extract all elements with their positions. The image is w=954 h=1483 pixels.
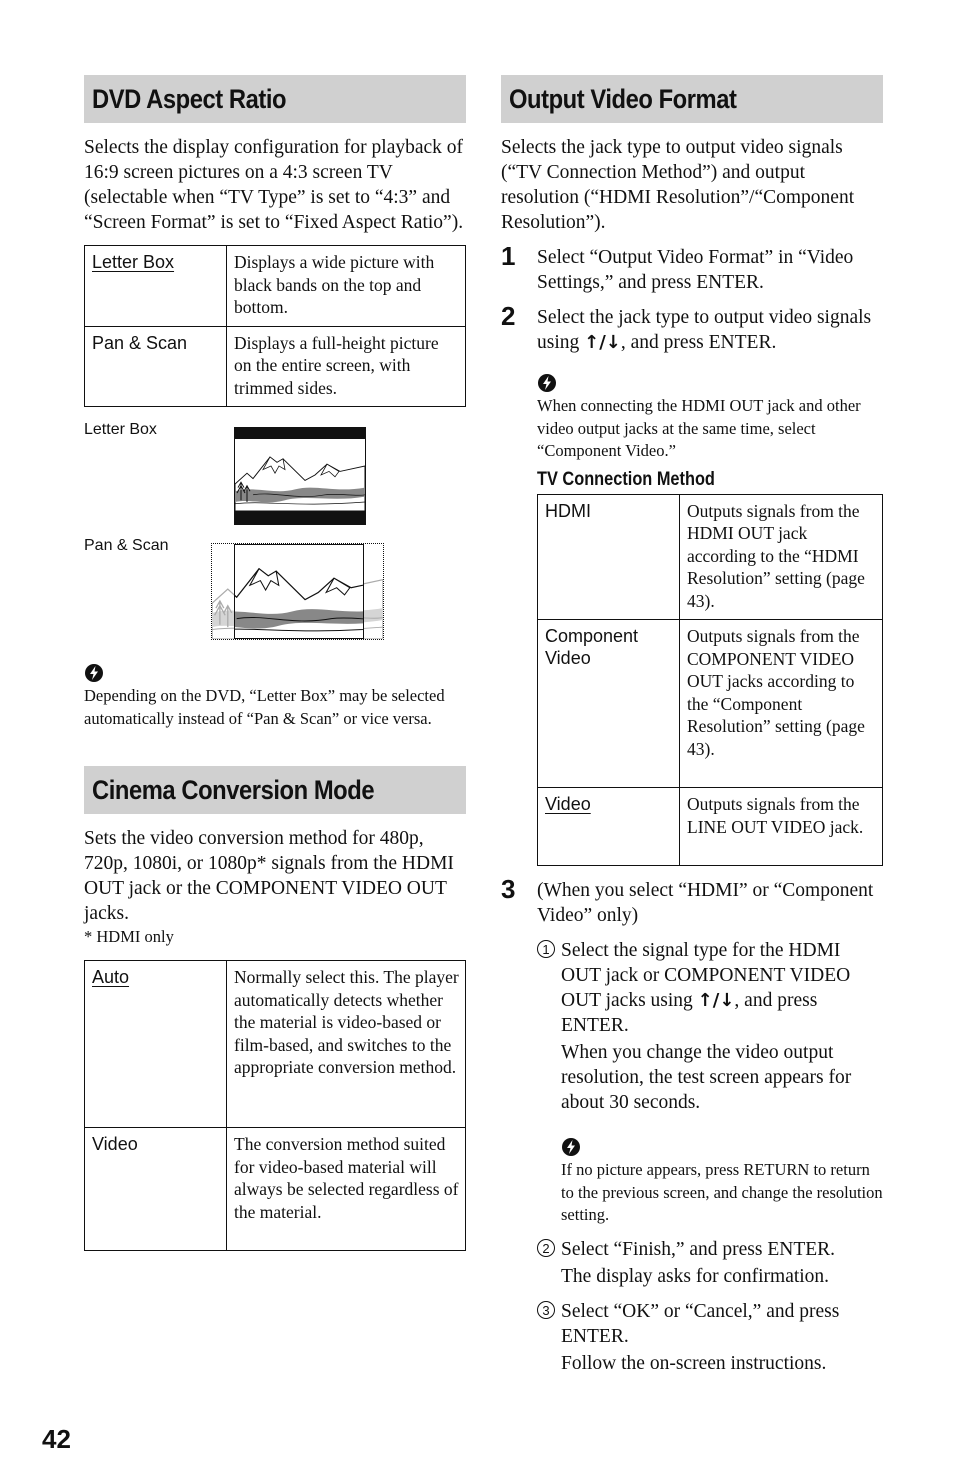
step-2-text: Select the jack type to output video signals using ↑/↓, and press ENTER. xyxy=(537,307,872,353)
aspect-ratio-figure xyxy=(84,407,466,647)
sub-3-detail: Follow the on-screen instructions. xyxy=(561,1352,827,1374)
up-down-arrow-icon: ↑/↓ xyxy=(697,990,735,1011)
up-down-arrow-icon: ↑/↓ xyxy=(584,332,621,353)
circled-number: 3 xyxy=(537,1301,555,1319)
sub-2-text: Select “Finish,” and press ENTER. xyxy=(561,1238,836,1260)
step-number: 1 xyxy=(501,241,516,271)
table-row xyxy=(85,326,466,407)
step-1-text: Select “Output Video Format” in “Video Settings,” and press ENTER. xyxy=(537,247,854,293)
table-row xyxy=(538,788,883,866)
option-desc-component-video: Outputs signals from the COMPONENT VIDEO OUT jacks according to the “Component Resolution” setting (page 43). xyxy=(680,620,883,788)
option-desc-letter-box: Displays a wide picture with black bands on the top and bottom. xyxy=(227,246,466,327)
option-desc-auto: Normally select this. The player automatically detects whether the material is video-based or film-based, and switches to the appropriate conversion method. xyxy=(227,961,466,1128)
step-number: 2 xyxy=(501,301,516,331)
dvd-aspect-ratio-note: Depending on the DVD, “Letter Box” may be selected automatically instead of “Pan & Scan” or vice versa. xyxy=(84,686,445,728)
option-term-video: Video xyxy=(545,794,591,814)
dvd-aspect-ratio-heading: DVD Aspect Ratio xyxy=(84,75,466,123)
option-term-component-video: Component Video xyxy=(538,620,680,788)
step-3-sub-1 xyxy=(537,938,883,1227)
step-3-text: (When you select “HDMI” or “Component Video” only) xyxy=(537,880,874,926)
step-1 xyxy=(501,241,883,295)
cinema-conversion-footnote: * HDMI only xyxy=(84,927,174,946)
step-3-sub-3 xyxy=(537,1299,883,1376)
option-desc-pan-scan: Displays a full-height picture on the entire screen, with trimmed sides. xyxy=(227,326,466,407)
cinema-conversion-intro: Sets the video conversion method for 480p, 720p, 1080i, or 1080p* signals from the HDMI OUT jack or the COMPONENT VIDEO OUT jacks. xyxy=(84,828,454,924)
letter-box-illustration xyxy=(234,427,366,525)
sub-1-text: Select the signal type for the HDMI OUT jack or COMPONENT VIDEO OUT jacks using ↑/↓, and press ENTER. xyxy=(561,940,851,1036)
step-2 xyxy=(501,301,883,866)
step-3-sub-2 xyxy=(537,1237,883,1289)
sub-1-note: If no picture appears, press RETURN to return to the previous screen, and change the resolution setting. xyxy=(561,1160,883,1224)
option-desc-hdmi: Outputs signals from the HDMI OUT jack according to the “HDMI Resolution” setting (page 43). xyxy=(680,494,883,620)
option-desc-video: Outputs signals from the LINE OUT VIDEO jack. xyxy=(680,788,883,866)
dvd-aspect-ratio-intro: Selects the display configuration for playback of 16:9 screen pictures on a 4:3 screen TV (selectable when “TV Type” is set to “4:3” and “Screen Format” is set to “Fixed Aspect Ratio”). xyxy=(84,137,464,233)
sub-1-detail: When you change the video output resolution, the test screen appears for about 30 seconds. xyxy=(561,1042,852,1113)
pan-scan-illustration xyxy=(211,543,384,640)
step-2-note: When connecting the HDMI OUT jack and other video output jacks at the same time, select “Component Video.” xyxy=(537,396,861,460)
step-3 xyxy=(501,874,883,1376)
figure-label-letter-box: Letter Box xyxy=(84,421,157,438)
tv-connection-method-heading: TV Connection Method xyxy=(537,468,715,490)
table-row xyxy=(85,1128,466,1251)
circled-number: 1 xyxy=(537,940,555,958)
right-column xyxy=(501,75,883,1376)
page-number: 42 xyxy=(42,1424,71,1454)
tv-connection-method-table xyxy=(537,494,883,867)
left-column xyxy=(84,75,466,1251)
tip-icon xyxy=(537,373,557,393)
sub-2-detail: The display asks for confirmation. xyxy=(561,1265,830,1287)
dvd-aspect-ratio-options-table xyxy=(84,245,466,407)
sub-3-text: Select “OK” or “Cancel,” and press ENTER. xyxy=(561,1300,840,1347)
table-row xyxy=(85,246,466,327)
output-video-format-heading: Output Video Format xyxy=(501,75,883,123)
output-video-format-intro: Selects the jack type to output video signals (“TV Connection Method”) and output resolution (“HDMI Resolution”/“Component Resolution”). xyxy=(501,137,855,233)
table-row xyxy=(538,620,883,788)
option-term-pan-scan: Pan & Scan xyxy=(85,326,227,407)
figure-label-pan-scan: Pan & Scan xyxy=(84,537,169,554)
circled-number: 2 xyxy=(537,1239,555,1257)
table-row xyxy=(538,494,883,620)
option-term-hdmi: HDMI xyxy=(538,494,680,620)
cinema-conversion-options-table xyxy=(84,960,466,1251)
option-term-video: Video xyxy=(85,1128,227,1251)
cinema-conversion-mode-heading: Cinema Conversion Mode xyxy=(84,766,466,814)
option-desc-video: The conversion method suited for video-based material will always be selected regardless of the material. xyxy=(227,1128,466,1251)
option-term-letter-box: Letter Box xyxy=(92,252,175,272)
step-number: 3 xyxy=(501,874,516,904)
landscape-image-icon xyxy=(235,439,365,511)
table-row xyxy=(85,961,466,1128)
tip-icon xyxy=(561,1137,581,1157)
option-term-auto: Auto xyxy=(92,967,130,987)
tip-icon xyxy=(84,663,104,683)
